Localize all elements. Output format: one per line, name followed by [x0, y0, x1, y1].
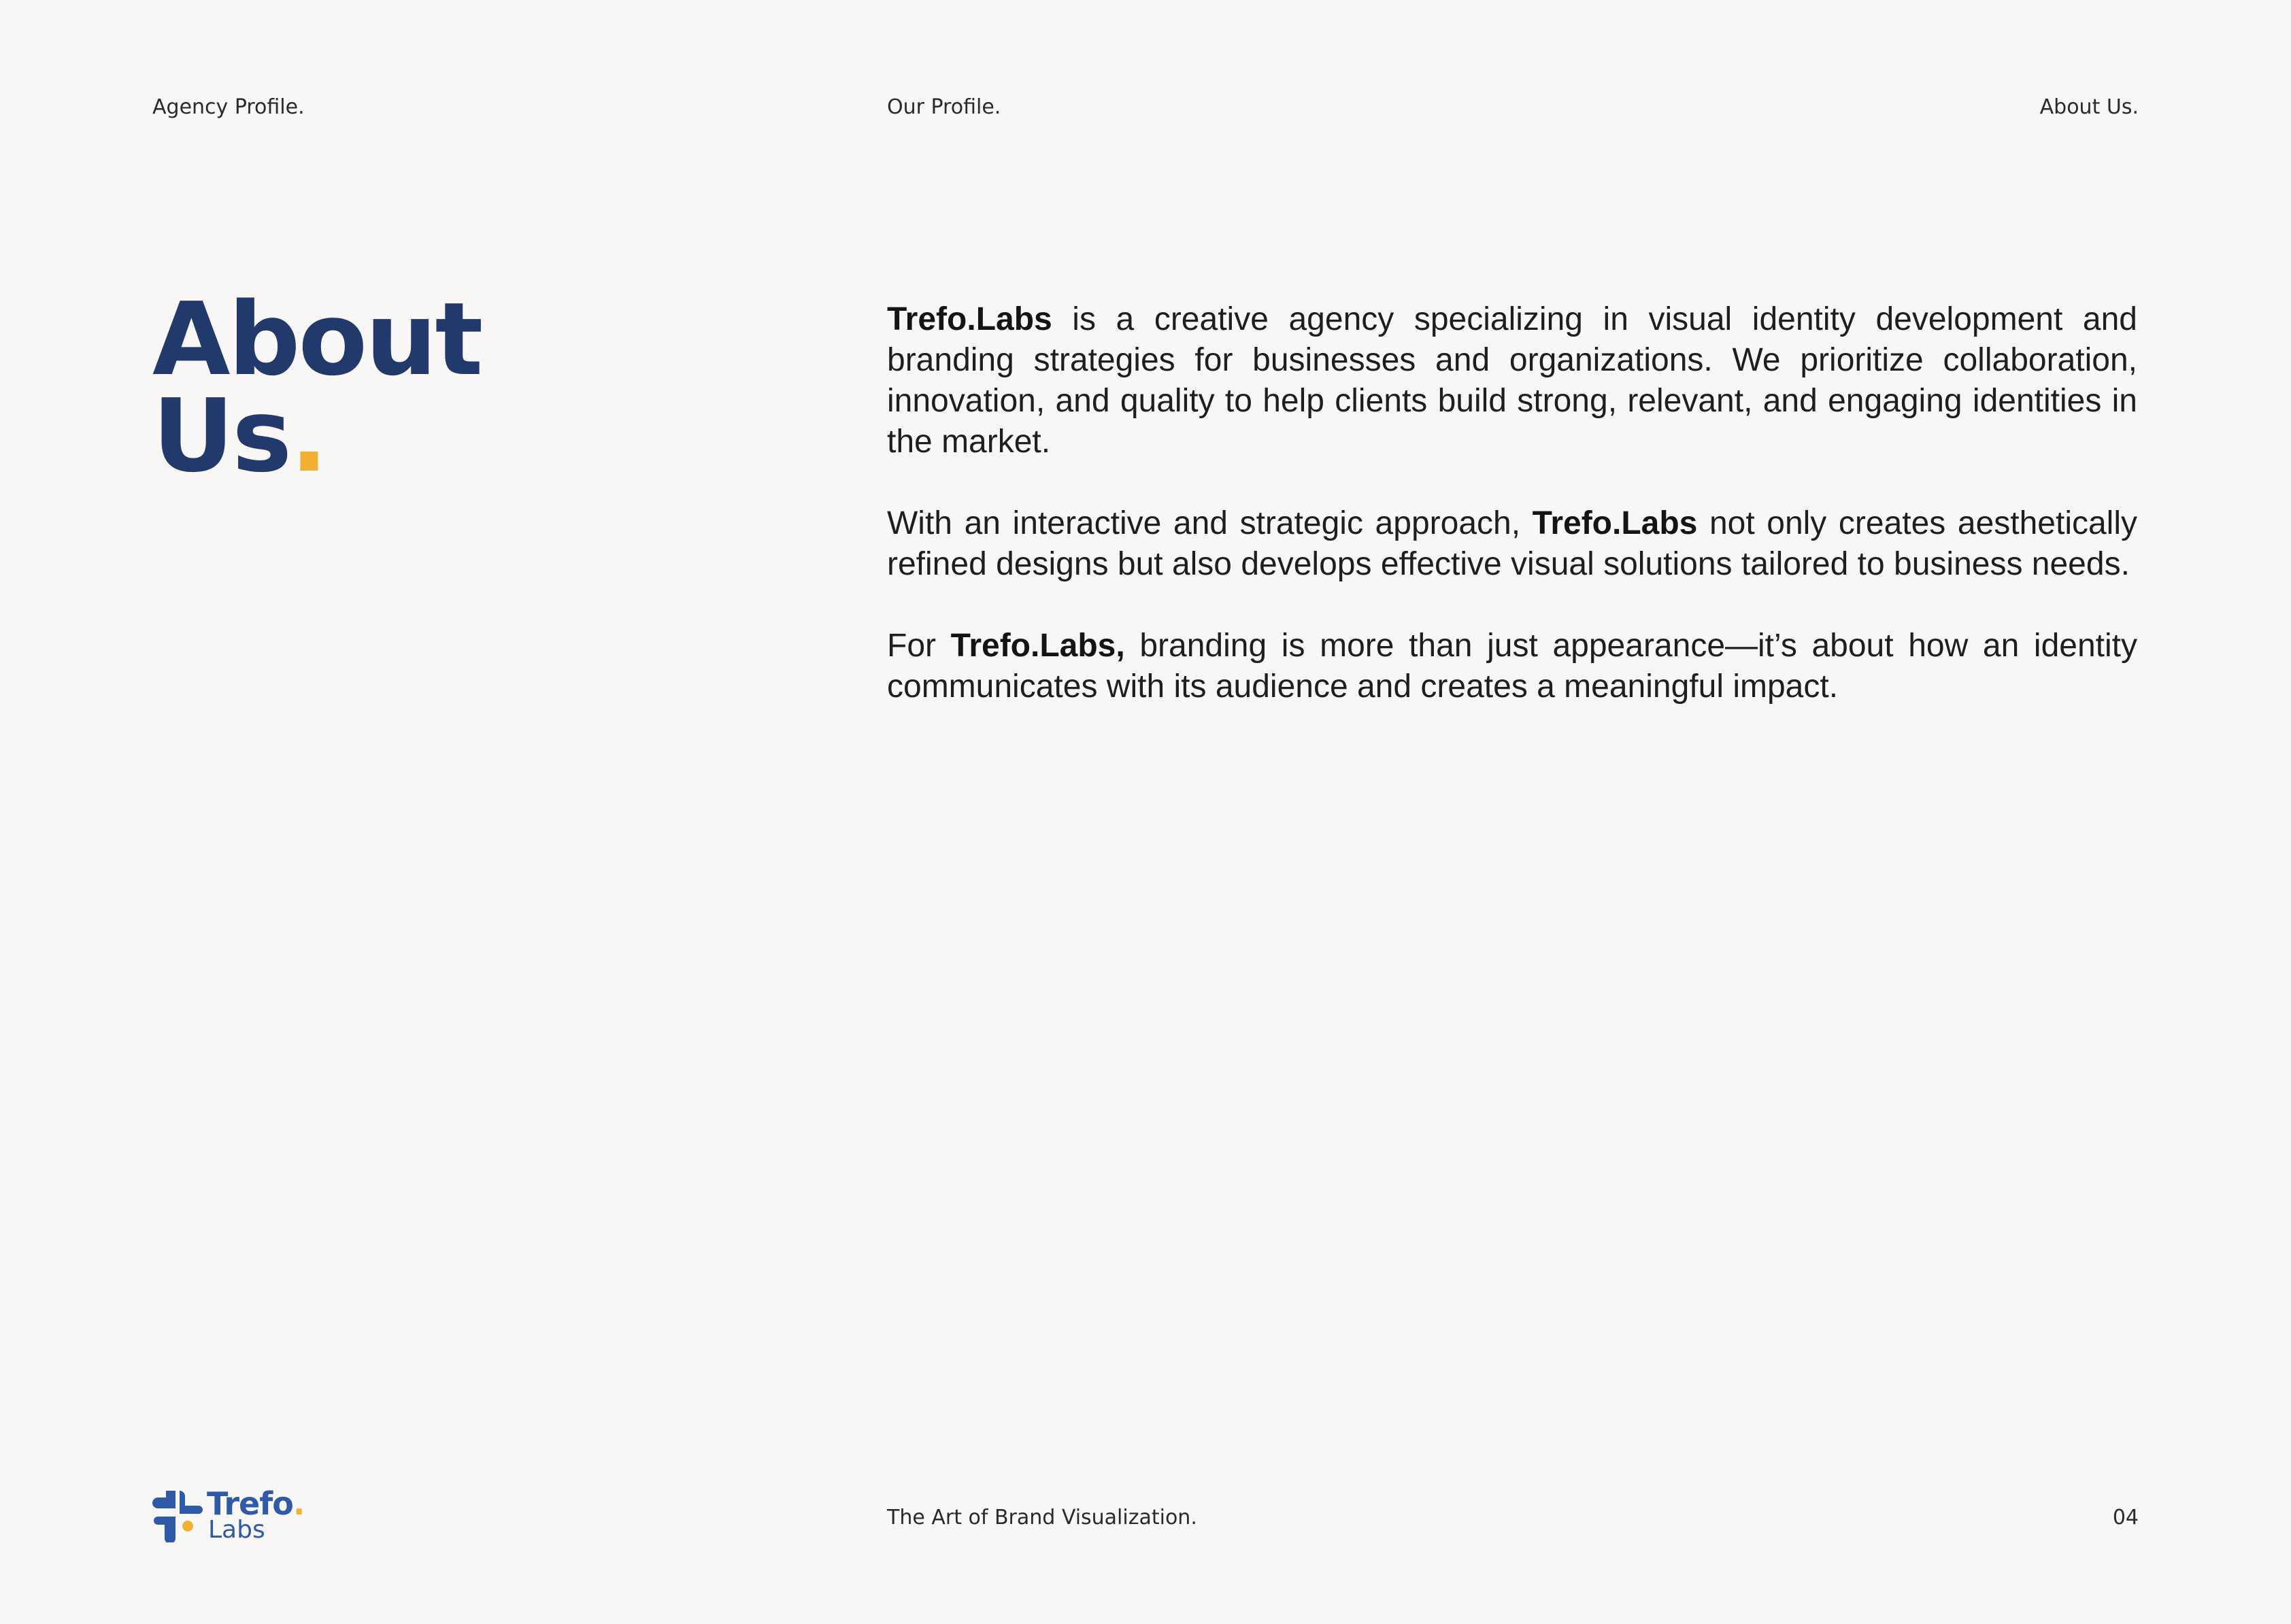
paragraph-text: is a creative agency specializing in visual identity development and branding strategies for businesses and organizations. We prioritize collaboration, innovation, and quality to help clients build strong, relevant, and engaging identities in the market. — [887, 301, 2137, 460]
about-paragraph-2 — [887, 503, 2137, 585]
logo-accent-dot: . — [292, 1485, 305, 1522]
footer-tagline: The Art of Brand Visualization. — [887, 1506, 1197, 1529]
paragraph-text: With an interactive and strategic approach, — [887, 505, 1533, 541]
page-title-us: Us — [152, 377, 290, 494]
logo-sub: Labs — [208, 1516, 265, 1544]
trefo-labs-logo — [152, 1485, 305, 1544]
logo-brand-line — [207, 1485, 305, 1522]
header-our-profile: Our Profile. — [887, 95, 1001, 119]
paragraph-text: For — [887, 628, 951, 664]
logo-brand: Trefo — [207, 1485, 293, 1522]
page-title — [152, 281, 482, 494]
trefo-logo-mark-icon — [152, 1488, 203, 1542]
page-title-line2 — [152, 377, 481, 494]
paragraph-text: not only creates aesthetically refined designs but also develops effective visual solutions tailored to business needs. — [887, 505, 2138, 582]
about-paragraph-3 — [887, 626, 2137, 707]
header-agency-profile: Agency Profile. — [152, 95, 305, 119]
page-title-line1: About — [152, 281, 482, 398]
brand-name: Trefo.Labs, — [950, 628, 1125, 664]
brand-name: Trefo.Labs — [1532, 505, 1698, 541]
about-body-copy — [887, 299, 2137, 748]
paragraph-text: branding is more than just appearance—it’s about how an identity communicates with its audience and creates a meaningful impact. — [887, 628, 2137, 705]
logo-wordmark — [207, 1485, 305, 1544]
title-accent-dot: . — [290, 377, 327, 494]
page-number: 04 — [2112, 1506, 2139, 1529]
about-paragraph-1 — [887, 299, 2137, 462]
brand-name: Trefo.Labs — [887, 301, 1052, 337]
header-about-us: About Us. — [2039, 95, 2139, 119]
